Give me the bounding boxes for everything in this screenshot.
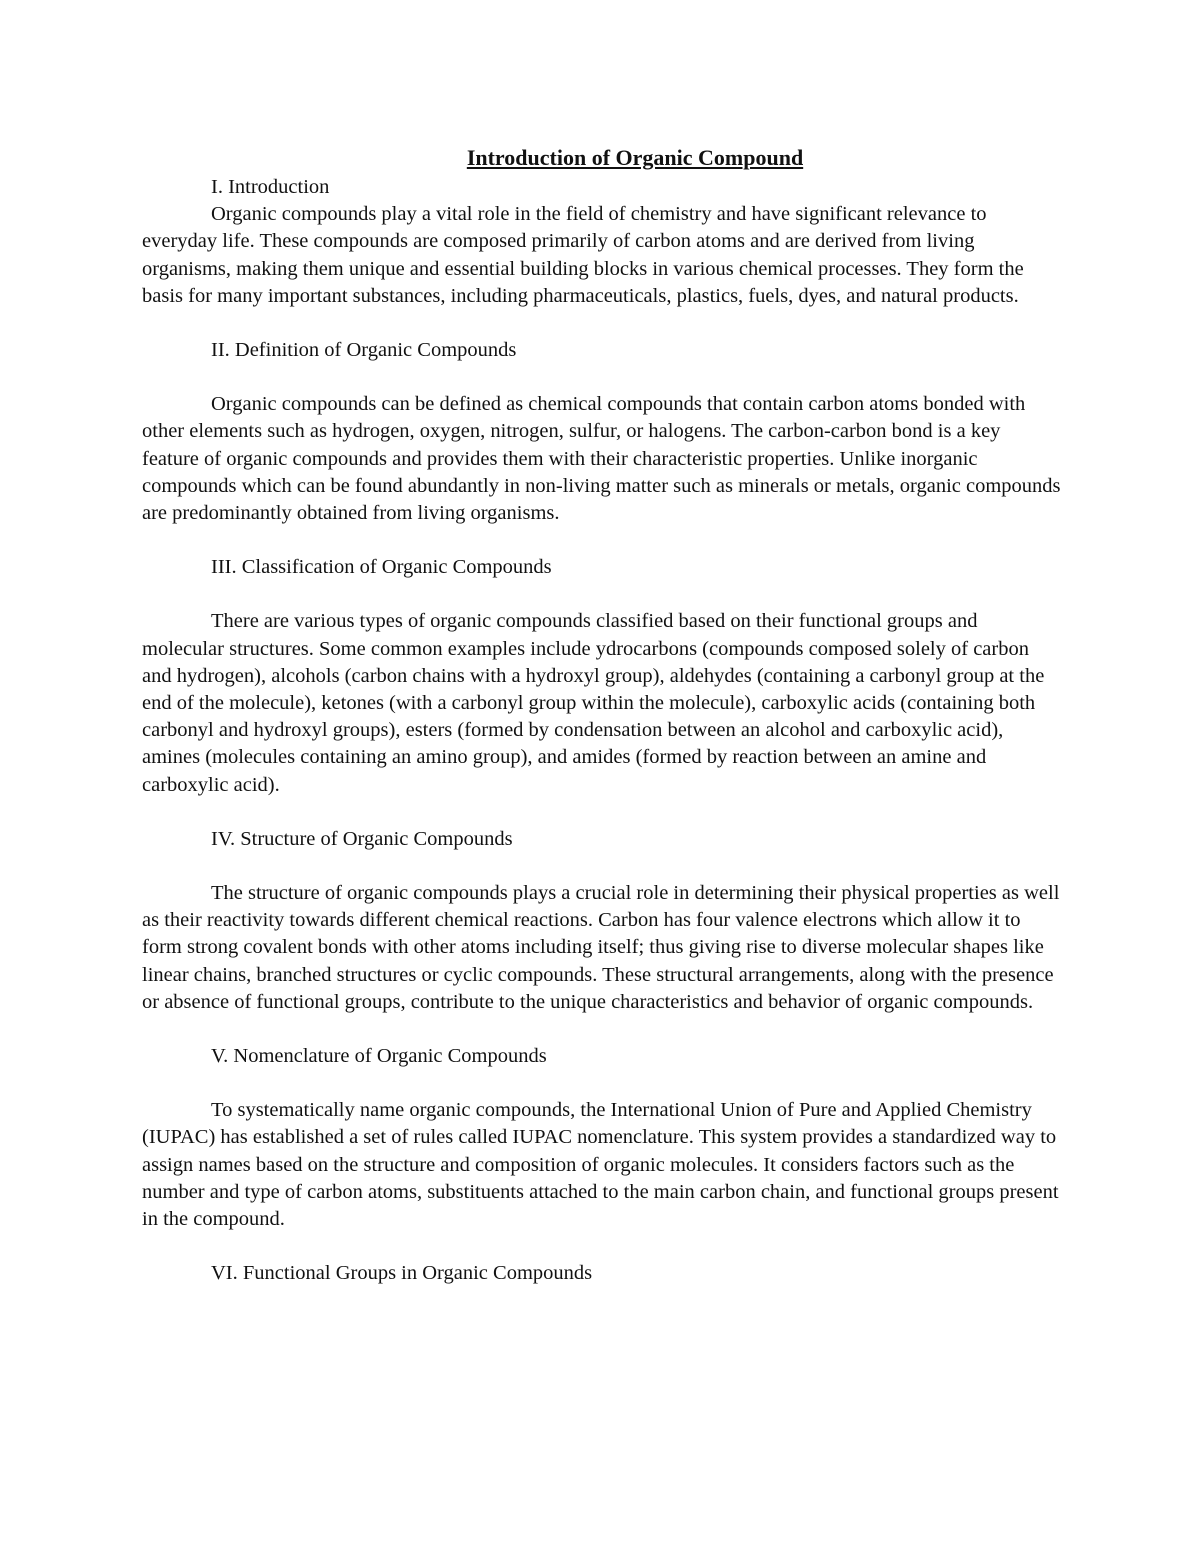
paragraph-spacer [142,1070,1062,1097]
paragraph-spacer [142,799,1062,826]
section-body-introduction: Organic compounds play a vital role in the field of chemistry and have significant relevance to everyday life. These compounds are composed primarily of carbon atoms and are derived from living organisms, making them unique and essential building blocks in various chemical processes. They form the basis for many important substances, including pharmaceuticals, plastics, fuels, dyes, and natural products. [142,203,1024,307]
section-heading-structure: IV. Structure of Organic Compounds [211,827,513,850]
section-heading-definition: II. Definition of Organic Compounds [211,339,517,362]
section-heading-functional-groups: VI. Functional Groups in Organic Compounds [211,1262,593,1285]
section-heading-classification: III. Classification of Organic Compounds [211,556,552,579]
section-body-classification: There are various types of organic compounds classified based on their functional groups and molecular structures. Some common examples include ydrocarbons (compounds composed solely of carbon and hydrogen), alcohols (carbon chains with a hydroxyl group), aldehydes (containing a carbonyl group at the end of the molecule), ketones (with a carbonyl group within the molecule), carboxylic acids (containing both carbonyl and hydroxyl groups), esters (formed by condensation between an alcohol and carboxylic acid), amines (molecules containing an amino group), and amides (formed by reaction between an amine and carboxylic acid). [142,610,1045,796]
document-title: Introduction of Organic Compound [466,145,804,170]
document-content [142,144,1062,1288]
section-body-nomenclature: To systematically name organic compounds, the International Union of Pure and Applied Chemistry (IUPAC) has established a set of rules called IUPAC nomenclature. This system provides a standardized way to assign names based on the structure and composition of organic molecules. It considers factors such as the number and type of carbon atoms, substituents attached to the main carbon chain, and functional groups present in the compound. [142,1099,1059,1231]
section-heading-nomenclature: V. Nomenclature of Organic Compounds [211,1045,547,1068]
paragraph-spacer [142,527,1062,554]
paragraph-spacer [142,1016,1062,1043]
paragraph-spacer [142,364,1062,391]
paragraph-spacer [142,1233,1062,1260]
section-body-structure: The structure of organic compounds plays a crucial role in determining their physical properties as well as their reactivity towards different chemical reactions. Carbon has four valence electrons which allow it to form strong covalent bonds with other atoms including itself; thus giving rise to diverse molecular shapes like linear chains, branched structures or cyclic compounds. These structural arrangements, along with the presence or absence of functional groups, contribute to the unique characteristics and behavior of organic compounds. [142,882,1060,1013]
paragraph-spacer [142,581,1062,608]
section-heading-introduction: I. Introduction [211,176,330,198]
paragraph-spacer [142,853,1062,880]
section-body-definition: Organic compounds can be defined as chemical compounds that contain carbon atoms bonded with other elements such as hydrogen, oxygen, nitrogen, sulfur, or halogens. The carbon-carbon bond is a key feature of organic compounds and provides them with their characteristic properties. Unlike inorganic compounds which can be found abundantly in non-living matter such as minerals or metals, organic compounds are predominantly obtained from living organisms. [142,393,1061,525]
paragraph-spacer [142,310,1062,337]
